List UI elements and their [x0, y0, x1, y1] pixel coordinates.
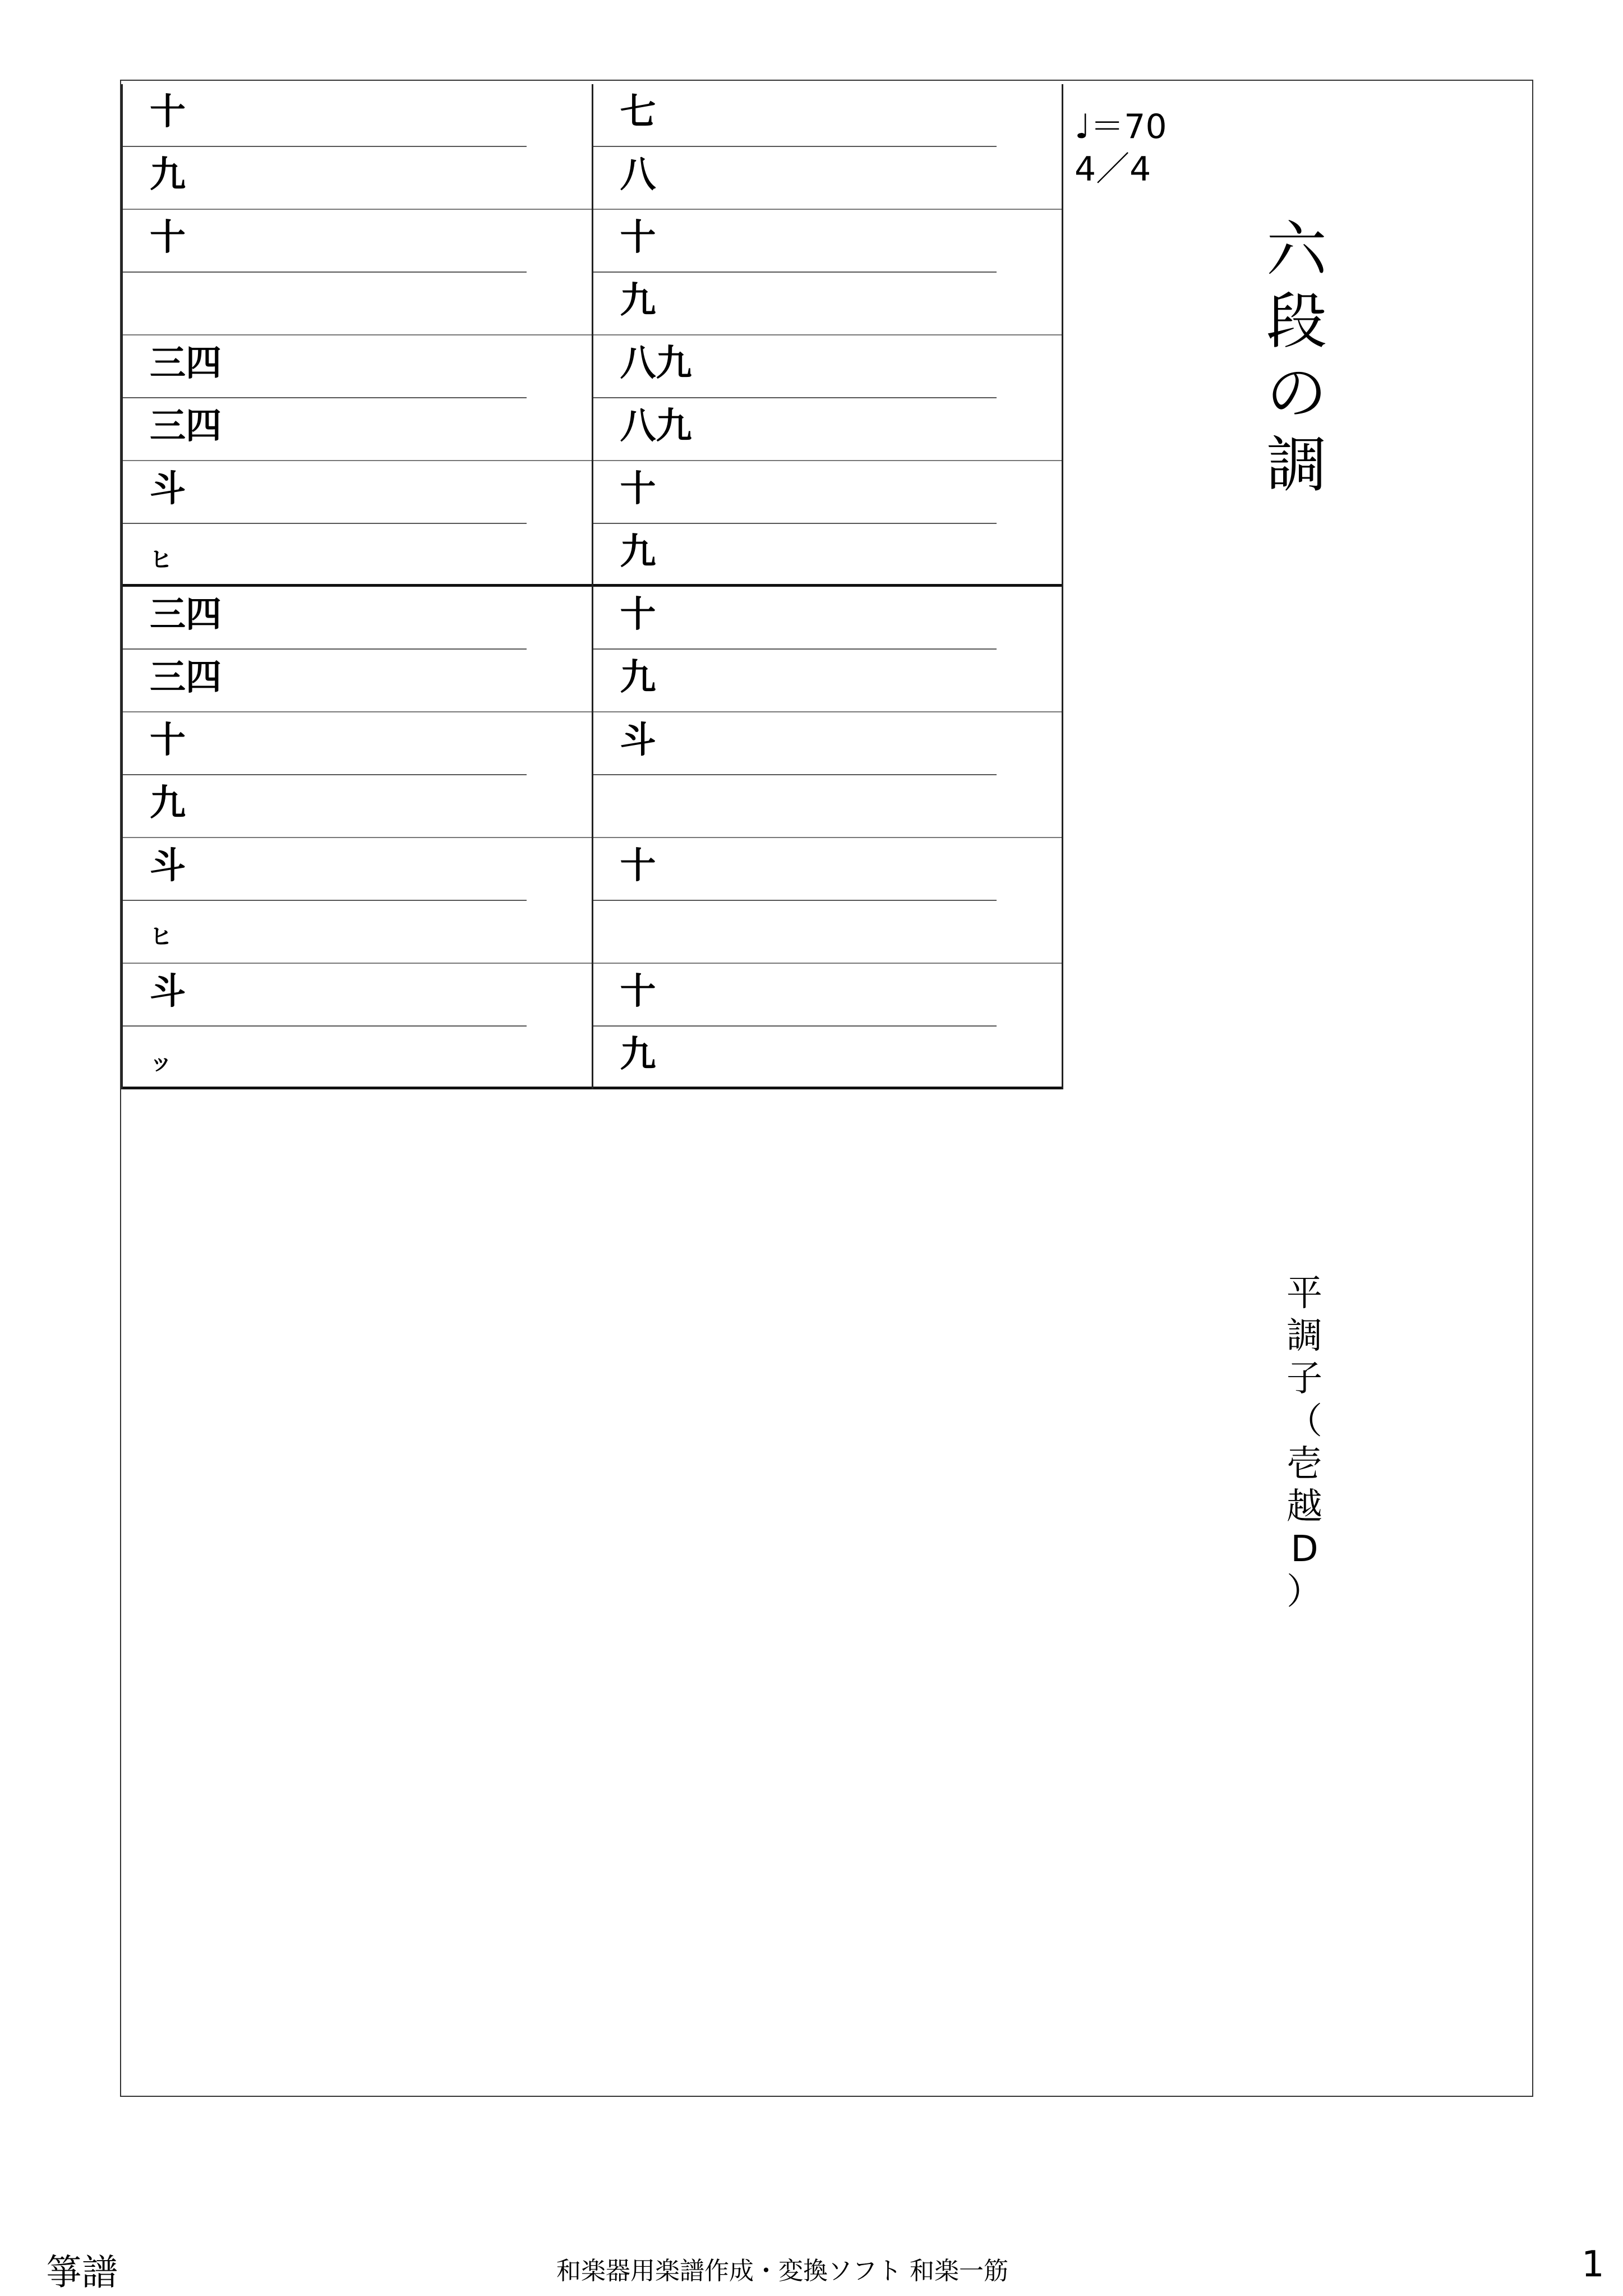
koto-score [121, 84, 1063, 1089]
beat-main [593, 210, 1062, 273]
beat-cell [593, 964, 1062, 1089]
beat-cell [123, 461, 592, 587]
beat-cell [123, 712, 592, 838]
beat-sub [123, 147, 592, 210]
beat-sub [593, 273, 1062, 335]
notation-text: 八九 [620, 405, 692, 447]
notation-text: 三四 [150, 593, 222, 636]
notation-text: 十 [620, 468, 656, 510]
beat-main [123, 335, 592, 398]
beat-cell [123, 335, 592, 461]
beat-cell [123, 587, 592, 712]
time-signature: 4／4 [1075, 150, 1151, 189]
beat-main [593, 587, 1062, 650]
beat-sub [593, 650, 1062, 712]
tempo: ♩＝70 [1075, 107, 1167, 146]
beat-main [593, 84, 1062, 147]
notation-text: 斗 [620, 719, 656, 761]
beat-cell [123, 838, 592, 964]
notation-text: 九 [150, 782, 186, 824]
piece-title: 六 段 の 調 [1266, 215, 1327, 500]
beat-sub [123, 775, 592, 838]
notation-text: ッ [150, 1049, 172, 1075]
beat-cell [593, 587, 1062, 712]
beat-sub [123, 273, 592, 335]
beat-sub [593, 901, 1062, 964]
notation-text: 十 [620, 845, 656, 887]
beat-sub [123, 524, 592, 587]
beat-main [593, 461, 1062, 524]
tuning-mode: 平 調 子 （ 壱 越 D ） [1287, 1273, 1322, 1613]
page-number: 1 [1581, 2244, 1604, 2285]
footer-center: 和楽器用楽譜作成・変換ソフト 和楽一筋 [556, 2257, 1008, 2285]
beat-sub [593, 398, 1062, 461]
footer-left: 箏譜 [46, 2252, 118, 2294]
score-column [122, 84, 593, 1089]
notation-text: 斗 [150, 970, 186, 1013]
notation-text: 十 [150, 719, 186, 761]
beat-cell [123, 210, 592, 335]
notation-text: 三四 [150, 342, 222, 384]
tempo-block [1075, 105, 1167, 191]
beat-main [123, 587, 592, 650]
notation-text: 三四 [150, 656, 222, 698]
notation-text: 十 [150, 91, 186, 133]
notation-text: 九 [620, 1033, 656, 1075]
notation-text: 八 [620, 154, 656, 196]
notation-text: 九 [620, 279, 656, 321]
beat-main [593, 964, 1062, 1027]
beat-main [123, 712, 592, 775]
notation-text: 九 [150, 154, 186, 196]
notation-text: 十 [620, 593, 656, 636]
notation-text: 斗 [150, 845, 186, 887]
notation-text: 九 [620, 531, 656, 573]
notation-text: ヒ [150, 546, 172, 573]
notation-text: 三四 [150, 405, 222, 447]
beat-cell [593, 838, 1062, 964]
beat-sub [593, 524, 1062, 587]
beat-sub [593, 1027, 1062, 1089]
beat-sub [123, 1027, 592, 1089]
beat-cell [593, 461, 1062, 587]
beat-main [123, 461, 592, 524]
beat-main [123, 964, 592, 1027]
beat-cell [123, 964, 592, 1089]
notation-text: ヒ [150, 923, 172, 950]
notation-text: 七 [620, 91, 656, 133]
beat-cell [593, 210, 1062, 335]
notation-text: 九 [620, 656, 656, 698]
notation-text: 十 [620, 217, 656, 259]
beat-sub [123, 901, 592, 964]
beat-cell [123, 84, 592, 210]
notation-text: 十 [150, 217, 186, 259]
beat-cell [593, 335, 1062, 461]
score-column [592, 84, 1063, 1089]
notation-text: 斗 [150, 468, 186, 510]
beat-main [123, 84, 592, 147]
beat-sub [593, 147, 1062, 210]
beat-main [123, 210, 592, 273]
beat-cell [593, 712, 1062, 838]
beat-sub [123, 398, 592, 461]
beat-cell [593, 84, 1062, 210]
beat-main [593, 838, 1062, 901]
notation-text: 十 [620, 970, 656, 1013]
beat-main [123, 838, 592, 901]
beat-main [593, 712, 1062, 775]
notation-text: 八九 [620, 342, 692, 384]
beat-sub [123, 650, 592, 712]
beat-sub [593, 775, 1062, 838]
beat-main [593, 335, 1062, 398]
